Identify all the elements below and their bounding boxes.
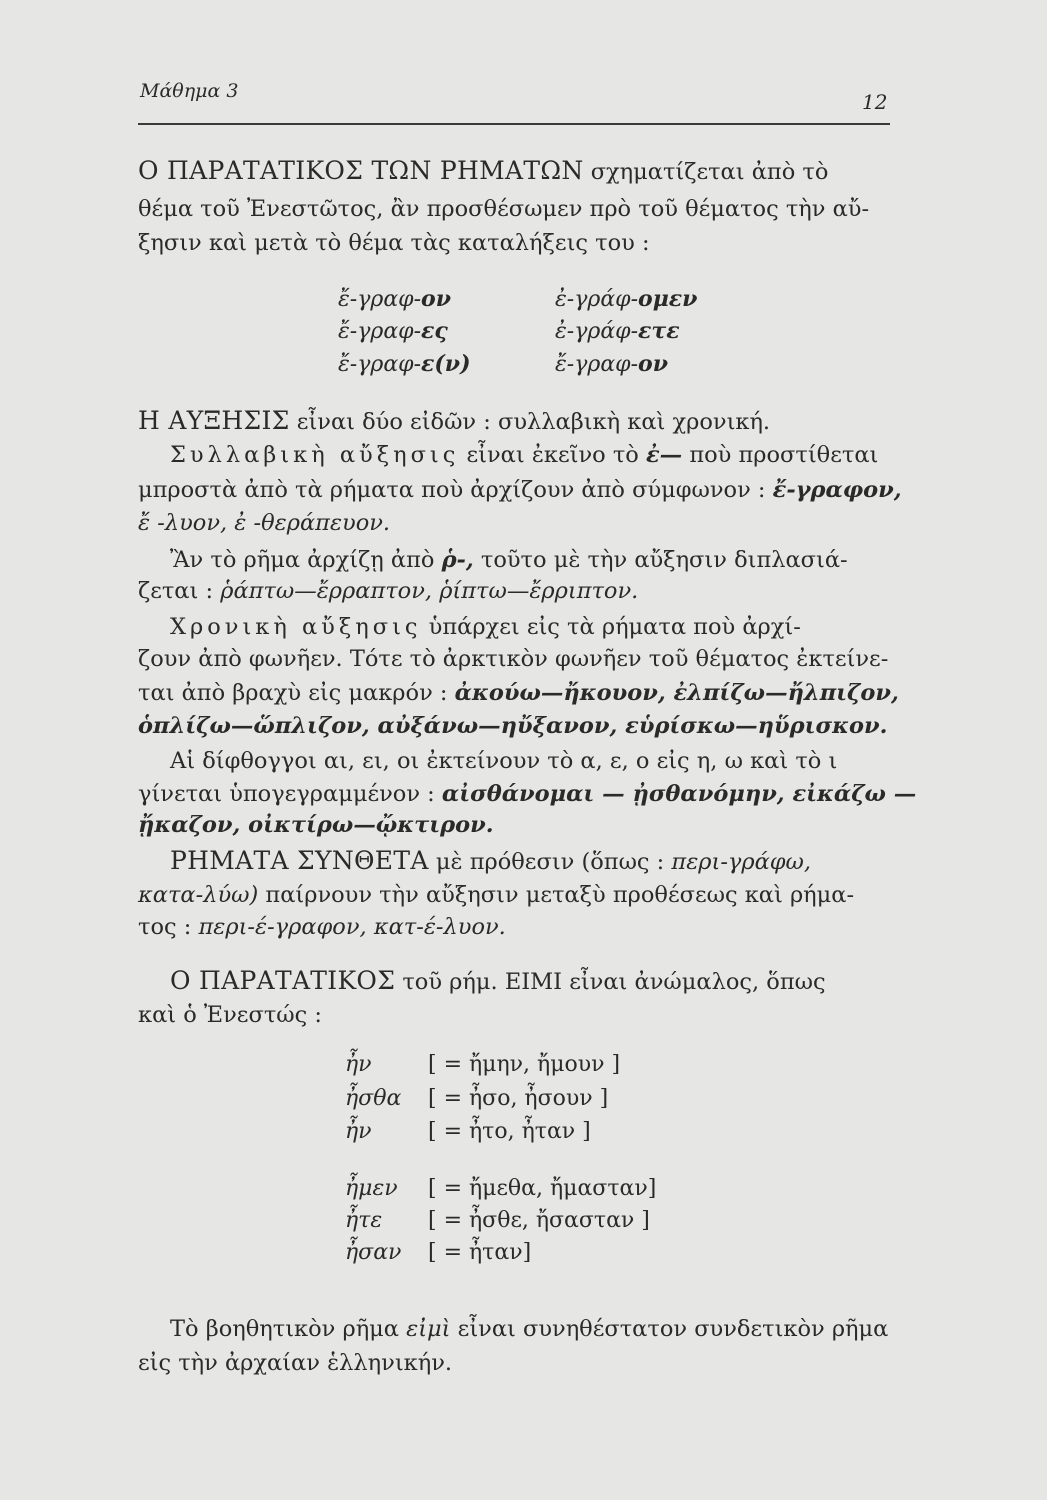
eimi-gloss: [ = ἦταν] [428,1240,532,1265]
eimi-heading: Ο ΠΑΡΑΤΑΤΙΚΟΣ [170,966,396,995]
rho-line-2: ζεται : ῥάπτω—ἔρραπτον, ῥίπτω—ἔρριπτον. [138,578,639,604]
temporal-line-3: ται ἀπὸ βραχὺ εἰς μακρόν : ἀκούω—ἤκουον, ἐλπίζω—ἤλπιζον, [138,680,899,706]
eimi-form: ἦσαν [345,1240,402,1265]
paradigm-sg-1: ἔ-γραφ-ον [338,286,451,312]
syllabic-term: Συλλαβικὴ αὔξησις [170,442,460,468]
temporal-line-4: ὁπλίζω—ὥπλιζον, αὐξάνω—ηὔξανον, εὑρίσκω—ηὕρισκον. [138,713,888,739]
paradigm-sg-2: ἔ-γραφ-ες [338,318,448,344]
eimi-line-1: Ο ΠΑΡΑΤΑΤΙΚΟΣ τοῦ ρήμ. ΕΙΜΙ εἶναι ἀνώμαλος, ὅπως [170,966,826,995]
compound-heading: ΡΗΜΑΤΑ ΣΥΝΘΕΤΑ [170,846,429,875]
eimi-line-2: καὶ ὁ Ἐνεστώς : [138,1002,322,1028]
lesson-label: Μάθημα 3 [140,80,239,102]
eimi-gloss: [ = ἤμεθα, ἤμασταν] [428,1176,657,1201]
temporal-line-1: Χρονικὴ αὔξησις ὑπάρχει εἰς τὰ ρήματα ποὺ ἀρχί- [170,614,801,640]
diphthong-line-1: Αἱ δίφθογγοι αι, ει, οι ἐκτείνουν τὸ α, ε, ο εἰς η, ω καὶ τὸ ι [170,748,838,774]
eimi-gloss: [ = ἤμην, ἤμουν ] [428,1052,621,1077]
paradigm-pl-3: ἔ-γραφ-ον [555,351,668,377]
compound-line-1: ΡΗΜΑΤΑ ΣΥΝΘΕΤΑ μὲ πρόθεσιν (ὅπως : περι-γράφω, [170,846,812,875]
diphthong-line-2: γίνεται ὑπογεγραμμένον : αἰσθάνομαι — ᾐσθανόμην, εἰκάζω — [138,781,917,807]
intro-line-1-rest: σχηματίζεται ἀπὸ τὸ [590,159,829,185]
syllabic-line-2: μπροστὰ ἀπὸ τὰ ρήματα ποὺ ἀρχίζουν ἀπὸ σύμφωνον : ἔ-γραφον, [138,477,902,503]
eimi-gloss: [ = ἦσθε, ἤσασταν ] [428,1208,650,1233]
intro-line-3: ξησιν καὶ μετὰ τὸ θέμα τὰς καταλήξεις του : [138,230,650,256]
compound-line-3: τος : περι-έ-γραφον, κατ-έ-λυον. [138,914,506,940]
temporal-line-2: ζουν ἀπὸ φωνῆεν. Τότε τὸ ἀρκτικὸν φωνῆεν τοῦ θέματος ἐκτείνε- [138,646,889,672]
footer-line-1: Τὸ βοηθητικὸν ρῆμα εἰμὶ εἶναι συνηθέστατον συνδετικὸν ρῆμα [170,1316,889,1342]
paradigm-sg-3: ἔ-γραφ-ε(ν) [338,351,471,377]
eimi-form: ἦτε [345,1208,383,1233]
augment-heading-line: Η ΑΥΞΗΣΙΣ εἶναι δύο εἰδῶν : συλλαβικὴ καὶ χρονική. [138,406,771,435]
imperfect-heading: Ο ΠΑΡΑΤΑΤΙΚΟΣ ΤΩΝ ΡΗΜΑΤΩΝ [138,156,584,185]
paradigm-pl-1: ἐ-γράφ-ομεν [555,286,698,312]
syllabic-line-3: ἔ -λυον, ἐ -θεράπευον. [138,510,391,536]
paradigm-pl-2: ἐ-γράφ-ετε [555,318,680,344]
rho-line-1: Ἂν τὸ ρῆμα ἀρχίζῃ ἀπὸ ῥ-, τοῦτο μὲ τὴν αὔξησιν διπλασιά- [170,547,848,573]
diphthong-line-3: ᾔκαζον, οἰκτίρω—ᾤκτιρον. [138,812,494,838]
eimi-form: ἦμεν [345,1176,398,1201]
eimi-gloss: [ = ἦσο, ἦσουν ] [428,1086,609,1111]
eimi-form: ἦν [345,1052,372,1077]
compound-line-2: κατα-λύω) παίρνουν τὴν αὔξησιν μεταξὺ προθέσεως καὶ ρήμα- [138,882,855,908]
footer-line-2: εἰς τὴν ἀρχαίαν ἑλληνικήν. [138,1350,453,1376]
intro-line-2: θέμα τοῦ Ἐνεστῶτος, ἂν προσθέσωμεν πρὸ τοῦ θέματος τὴν αὔ- [138,196,870,222]
header-rule [138,123,890,125]
syllabic-line-1: Συλλαβικὴ αὔξησις εἶναι ἐκεῖνο τὸ ἐ— ποὺ προστίθεται [170,442,879,468]
eimi-form: ἦν [345,1119,372,1144]
page-number: 12 [862,90,888,114]
augment-heading: Η ΑΥΞΗΣΙΣ [138,406,290,435]
eimi-gloss: [ = ἦτο, ἦταν ] [428,1119,591,1144]
temporal-term: Χρονικὴ αὔξησις [170,614,422,640]
intro-line-1 [138,156,828,187]
eimi-form: ἦσθα [345,1086,402,1111]
